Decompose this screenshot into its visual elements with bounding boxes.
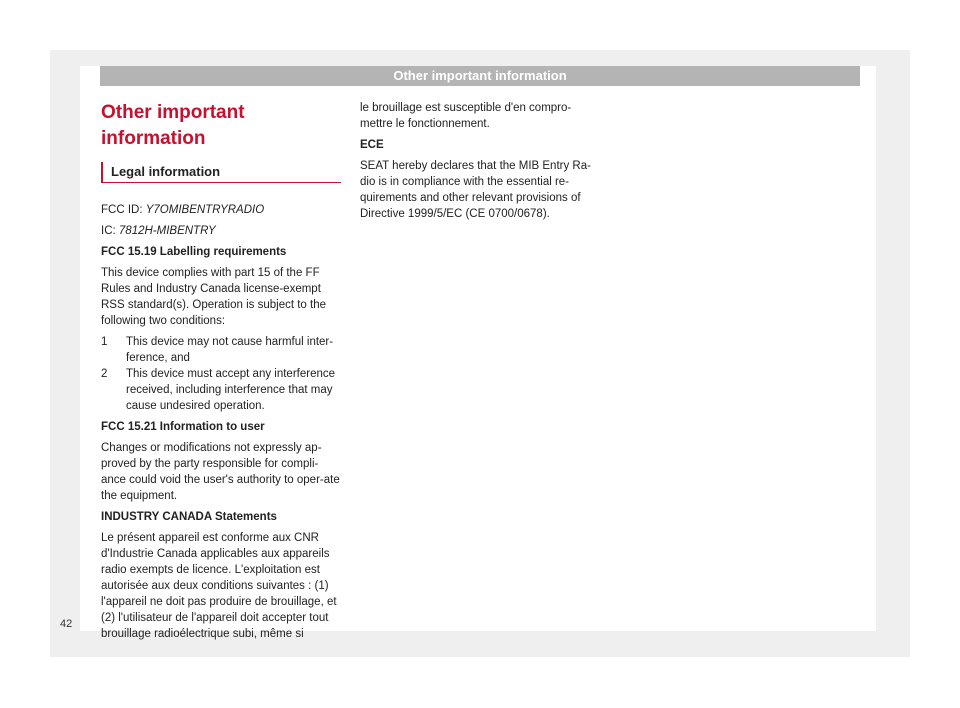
list-item [101, 366, 341, 414]
left-column [101, 100, 341, 647]
canada-heading: INDUSTRY CANADA Statements [101, 511, 277, 523]
body-text-left [101, 202, 341, 642]
fcc-id-label: FCC ID: [101, 204, 143, 216]
ic-line [101, 223, 341, 239]
page-number: 42 [60, 618, 73, 630]
list-item-number: 1 [101, 336, 108, 348]
info-heading: FCC 15.21 Information to user [101, 421, 265, 433]
running-header: Other important information [100, 66, 860, 86]
labelling-text: This device complies with part 15 of the FF Rules and Industry Canada license-exempt RSS standard(s). Operation is subject to the following two conditions: [101, 267, 326, 327]
fcc-id-value: Y7OMIBENTRYRADIO [145, 204, 265, 216]
ece-heading: ECE [360, 139, 384, 151]
list-item-text: This device must accept any interference received, including interference that may cause undesired operation. [126, 368, 336, 412]
section-title: Other important information [101, 102, 245, 149]
labelling-heading: FCC 15.19 Labelling requirements [101, 246, 287, 258]
list-item [101, 334, 341, 366]
info-text: Changes or modifications not expressly ap-proved by the party responsible for compli-ance could void the user's authority to oper-ate the equipment. [101, 442, 340, 502]
canada-text: Le présent appareil est conforme aux CNR d'Industrie Canada applicables aux appareils radio exempts de licence. L'exploitation est autorisée aux deux conditions suivantes : (1) l'appareil ne doit pas produire de brouillage, et (2) l'utilisateur de l'appareil doit accepter tout brouillage radioélectrique subi, même si [101, 532, 337, 640]
list-item-text: This device may not cause harmful inter-ference, and [126, 336, 334, 364]
canada-text-continued: le brouillage est susceptible d'en compro-mettre le fonctionnement. [360, 102, 572, 130]
ece-text: SEAT hereby declares that the MIB Entry Ra-dio is in compliance with the essential re-quirements and other relevant provisions of Directive 1999/5/EC (CE 0700/0678). [360, 160, 591, 220]
conditions-list [101, 334, 341, 414]
right-column [360, 100, 600, 227]
body-text-right [360, 100, 600, 222]
fcc-id-line [101, 202, 341, 218]
list-item-number: 2 [101, 368, 108, 380]
section-subtitle: Legal information [101, 162, 341, 183]
ic-value: 7812H-MIBENTRY [118, 225, 216, 237]
ic-label: IC: [101, 225, 116, 237]
